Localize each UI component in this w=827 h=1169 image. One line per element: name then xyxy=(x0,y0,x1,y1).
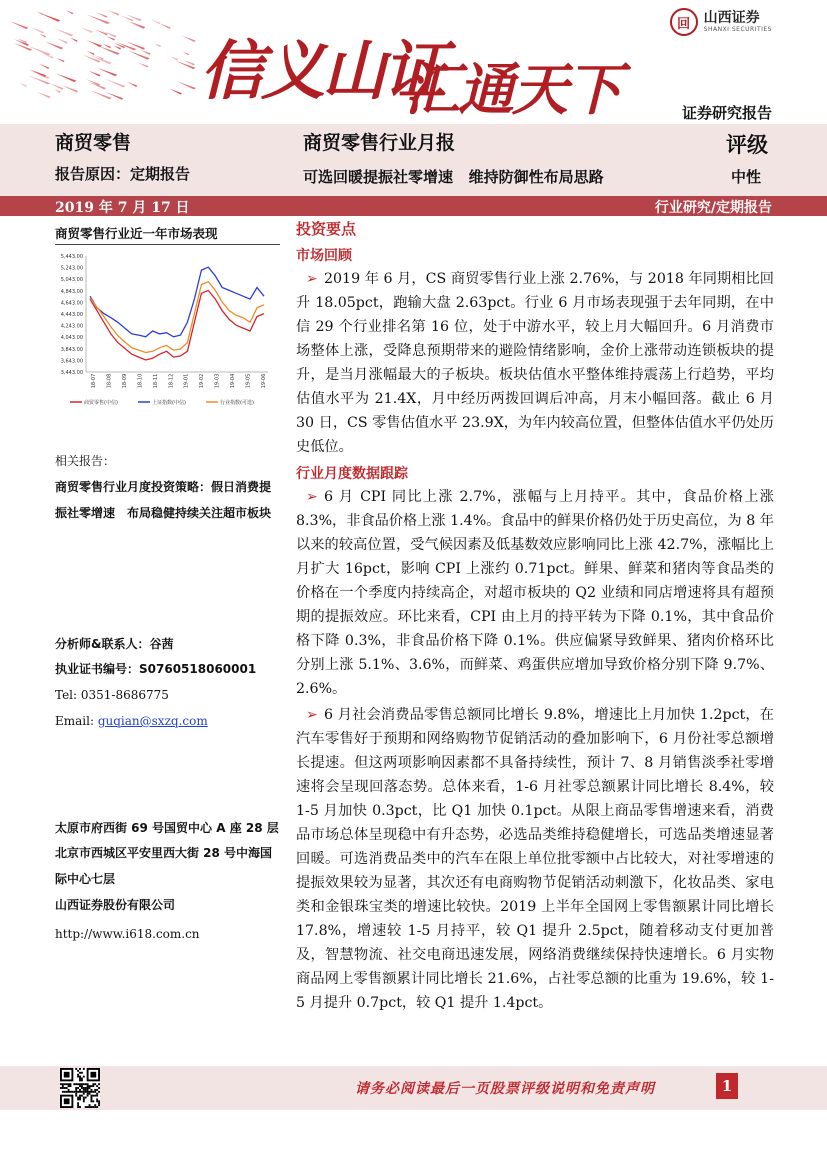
banner-streak xyxy=(36,11,43,15)
bullet-icon: ➢ xyxy=(306,707,318,723)
report-reason: 报告原因：定期报告 xyxy=(55,165,191,183)
x-tick-label: 19-04 xyxy=(230,373,237,389)
paragraph-retail-sales xyxy=(296,703,774,1015)
banner-streak xyxy=(62,85,79,92)
paragraph-cpi xyxy=(296,485,774,701)
y-tick-label: 4,843.00 xyxy=(60,288,83,295)
banner-streak xyxy=(113,45,121,49)
banner-streak xyxy=(70,38,77,42)
banner-streak xyxy=(27,46,50,56)
banner-streak xyxy=(89,82,106,89)
banner-streak xyxy=(108,10,120,16)
banner-streak xyxy=(19,83,26,87)
x-tick-label: 19-02 xyxy=(199,373,206,389)
banner-streak xyxy=(170,56,178,60)
subsection-data-tracking: 行业月度数据跟踪 xyxy=(296,466,408,482)
banner-streak xyxy=(14,43,32,51)
banner-streak xyxy=(30,70,47,77)
date-bar xyxy=(0,196,827,216)
email-link[interactable]: guqian@sxzq.com xyxy=(97,714,208,728)
report-subtitle: 可选回暖提振社零增速 维持防御性布局思路 xyxy=(303,168,604,186)
banner-streak xyxy=(169,89,182,95)
banner-streak xyxy=(117,42,137,50)
banner-streak xyxy=(55,73,76,82)
banner-streak xyxy=(127,50,149,59)
banner-streak xyxy=(39,64,49,69)
related-report-link[interactable]: 商贸零售行业月度投资策略：假日消费提振社零增速 布局稳健持续关注超市板块 xyxy=(55,480,272,520)
banner-streak xyxy=(151,20,160,25)
banner-streak xyxy=(175,61,195,70)
banner-streak xyxy=(29,70,50,79)
logo-name-cn: 山西证券 xyxy=(703,10,760,26)
paragraph-market-review xyxy=(296,267,774,459)
page-number: 1 xyxy=(716,1073,738,1099)
banner-streak xyxy=(120,15,133,21)
banner-streak xyxy=(30,27,44,33)
legend-label: 商贸零售(中信) xyxy=(84,400,118,406)
brand-slogan-part1: 信义山证 xyxy=(200,34,444,109)
banner-streak xyxy=(89,71,101,77)
banner-streak xyxy=(80,27,93,33)
report-title: 商贸零售行业月报 xyxy=(303,132,456,154)
banner-streak xyxy=(176,81,195,89)
subsection-market-review: 市场回顾 xyxy=(296,248,352,264)
analyst-name: 分析师&联系人：谷茜 xyxy=(55,637,174,651)
banner-streak xyxy=(106,36,115,41)
bullet-icon: ➢ xyxy=(306,271,318,287)
x-tick-label: 19-06 xyxy=(261,373,267,389)
y-tick-label: 3,643.00 xyxy=(60,358,83,365)
banner-streak xyxy=(37,92,51,98)
y-tick-label: 5,443.00 xyxy=(60,254,83,260)
banner-streak xyxy=(39,34,46,38)
banner-streak xyxy=(127,82,137,87)
banner-streak xyxy=(54,28,73,36)
x-tick-label: 18-10 xyxy=(137,373,144,389)
x-tick-label: 18-09 xyxy=(121,373,128,389)
section-title: 投资要点 xyxy=(296,220,357,238)
banner-streak xyxy=(10,21,29,29)
banner-streak xyxy=(153,43,161,47)
y-tick-label: 3,443.00 xyxy=(60,370,83,376)
paragraph-text: 6 月 CPI 同比上涨 2.7%，涨幅与上月持平。其中，食品价格上涨 8.3%，非食品价格上涨 1.4%。食品中的鲜果价格仍处于历史高位，为 8 年以来的较高位置，受气候因素及低基数效应影响同比上涨 42.7%，涨幅比上月扩大 16pct，影响 CPI 上涨约 0.71pct。鲜果、鲜菜和猪肉等食品类的价格在一个季度内持续高企，对超市板块的 Q2 业绩和同店增速将具有超预期的提振效应。环比来看，CPI 由上月的持平转为下降 0.1%，其中食品价格下降 0.3%，非食品价格下降 0.1%。供应偏紧导致鲜果、猪肉价格环比分别上涨 5.1%、3.6%，而鲜菜、鸡蛋供应增加导致价格分别下降 9.7%、2.6%。 xyxy=(296,489,774,697)
divider xyxy=(55,244,280,245)
banner-streak xyxy=(89,55,111,64)
report-date: 2019 年 7 月 17 日 xyxy=(55,200,190,216)
banner-streak xyxy=(86,40,102,47)
banner-streak xyxy=(182,36,196,42)
y-tick-label: 3,843.00 xyxy=(60,346,83,353)
analyst-email-row xyxy=(55,708,280,734)
market-performance-chart xyxy=(44,248,280,416)
banner-streak xyxy=(127,21,145,29)
banner-streak xyxy=(90,90,112,99)
y-tick-label: 4,443.00 xyxy=(60,312,83,318)
brand-slogan-part2: 汇通天下 xyxy=(404,57,620,123)
related-reports-label: 相关报告： xyxy=(55,454,116,468)
legend-label: 上证指数(中信) xyxy=(152,400,186,406)
legend-label: 行业指数(可选) xyxy=(220,400,254,406)
x-tick-label: 18-12 xyxy=(168,373,175,389)
y-tick-label: 5,243.00 xyxy=(60,265,83,272)
company-name: 山西证券股份有限公司 xyxy=(55,898,176,912)
rating-label: 评级 xyxy=(726,133,768,157)
x-tick-label: 18-07 xyxy=(91,373,97,389)
report-category: 行业研究/定期报告 xyxy=(654,200,772,216)
x-tick-label: 19-01 xyxy=(183,373,190,389)
series-line xyxy=(90,282,264,353)
banner-streak xyxy=(86,14,110,24)
banner-streak xyxy=(138,62,149,67)
banner-streak xyxy=(45,41,63,49)
bullet-icon: ➢ xyxy=(306,489,318,505)
banner-streak xyxy=(140,50,150,55)
y-tick-label: 4,643.00 xyxy=(60,300,83,307)
banner-streak xyxy=(126,41,146,49)
banner-streak xyxy=(56,38,68,44)
x-tick-label: 19-03 xyxy=(214,373,221,389)
y-tick-label: 4,243.00 xyxy=(60,323,83,330)
banner-streak xyxy=(114,43,125,48)
logo-mark-icon: 回 xyxy=(670,8,698,36)
chart-title: 商贸零售行业近一年市场表现 xyxy=(55,226,218,241)
qr-code-icon[interactable] xyxy=(60,1068,100,1108)
report-type: 证券研究报告 xyxy=(681,104,772,122)
banner-streak xyxy=(104,79,125,88)
banner-streak xyxy=(86,79,100,85)
rating-value: 中性 xyxy=(731,168,762,186)
banner-streak xyxy=(49,83,63,90)
paragraph-text: 2019 年 6 月，CS 商贸零售行业上涨 2.76%，与 2018 年同期相比回升 18.05pct，跑输大盘 2.63pct。行业 6 月市场表现强于去年同期，在中信 29 个行业排名第 16 位，处于中游水平，较上月大幅回升。6 月消费市场整体上涨，受降息预期带来的避险情绪影响，金价上涨带动连锁板块的提升，是当月涨幅最大的子板块。板块估值水平整体维持震荡上行趋势，平均估值水平为 21.4X，月中经历两拨回调后冲高，月末小幅回落。截止 6 月 30 日，CS 零售估值水平 23.9X，为年内较高位置，但整体估值水平仍处历史低位。 xyxy=(296,271,774,455)
x-tick-label: 18-11 xyxy=(152,373,159,389)
banner-streak xyxy=(103,44,111,48)
banner-streak xyxy=(183,52,190,56)
paragraph-text: 6 月社会消费品零售总额同比增长 9.8%，增速比上月加快 1.2pct，在汽车零售好于预期和网络购物节促销活动的叠加影响下，6 月份社零总额增长提速。但这两项影响因素都不具备持续性，预计 7、8 月销售淡季社零增速将会呈现回落态势。总体来看，1-6 月社零总额累计同比增长 8.4%，较 1-5 月加快 0.3pct，比 Q1 加快 0.1pct。从限上商品零售增速来看，消费品市场总体呈现稳中有升态势，必选品类维持稳健增长，可选品类增速显著回暖。可选消费品类中的汽车在限上单位批零额中占比较大，对社零增速的提振效果较为显著，其次还有电商购物节促销活动刺激下，化妆品类、家电类和金银珠宝类的增速比较快。2019 上半年全国网上零售额累计同比增长 17.8%，增速较 1-5 月持平，较 Q1 提升 2.5pct，随着移动支付更加普及，智慧物流、社交电商迅速发展，网络消费继续保持快速增长。6 月实物商品网上零售额累计同比增长 21.6%，占社零总额的比重为 19.6%，较 1-5 月提升 0.7pct，较 Q1 提升 1.4pct。 xyxy=(296,707,774,1011)
banner-streak xyxy=(96,12,107,17)
main-content xyxy=(296,218,774,1015)
banner-streak xyxy=(127,15,142,22)
company-website[interactable]: http://www.i618.com.cn xyxy=(55,927,200,941)
x-tick-label: 18-08 xyxy=(106,373,113,389)
x-tick-label: 19-05 xyxy=(245,373,252,389)
banner-streak xyxy=(87,51,94,55)
banner-streak xyxy=(54,89,60,93)
y-tick-label: 4,043.00 xyxy=(60,335,83,342)
logo-name-en: SHANXI SECURITIES xyxy=(703,26,772,33)
address-taiyuan: 太原市府西街 69 号国贸中心 A 座 28 层 xyxy=(55,821,279,835)
company-logo xyxy=(670,8,772,36)
disclaimer-note: 请务必阅读最后一页股票评级说明和免责声明 xyxy=(355,1081,655,1097)
analyst-tel: Tel: 0351-8686775 xyxy=(55,688,169,702)
banner-streak xyxy=(66,10,73,14)
sector-name: 商贸零售 xyxy=(55,132,132,154)
banner-streak xyxy=(159,23,171,29)
email-label: Email: xyxy=(55,714,98,728)
banner-streak xyxy=(56,58,64,62)
y-tick-label: 5,043.00 xyxy=(60,277,83,284)
license-number: 执业证书编号：S0760518060001 xyxy=(55,662,257,676)
address-beijing: 北京市西城区平安里西大街 28 号中海国际中心七层 xyxy=(55,846,273,886)
